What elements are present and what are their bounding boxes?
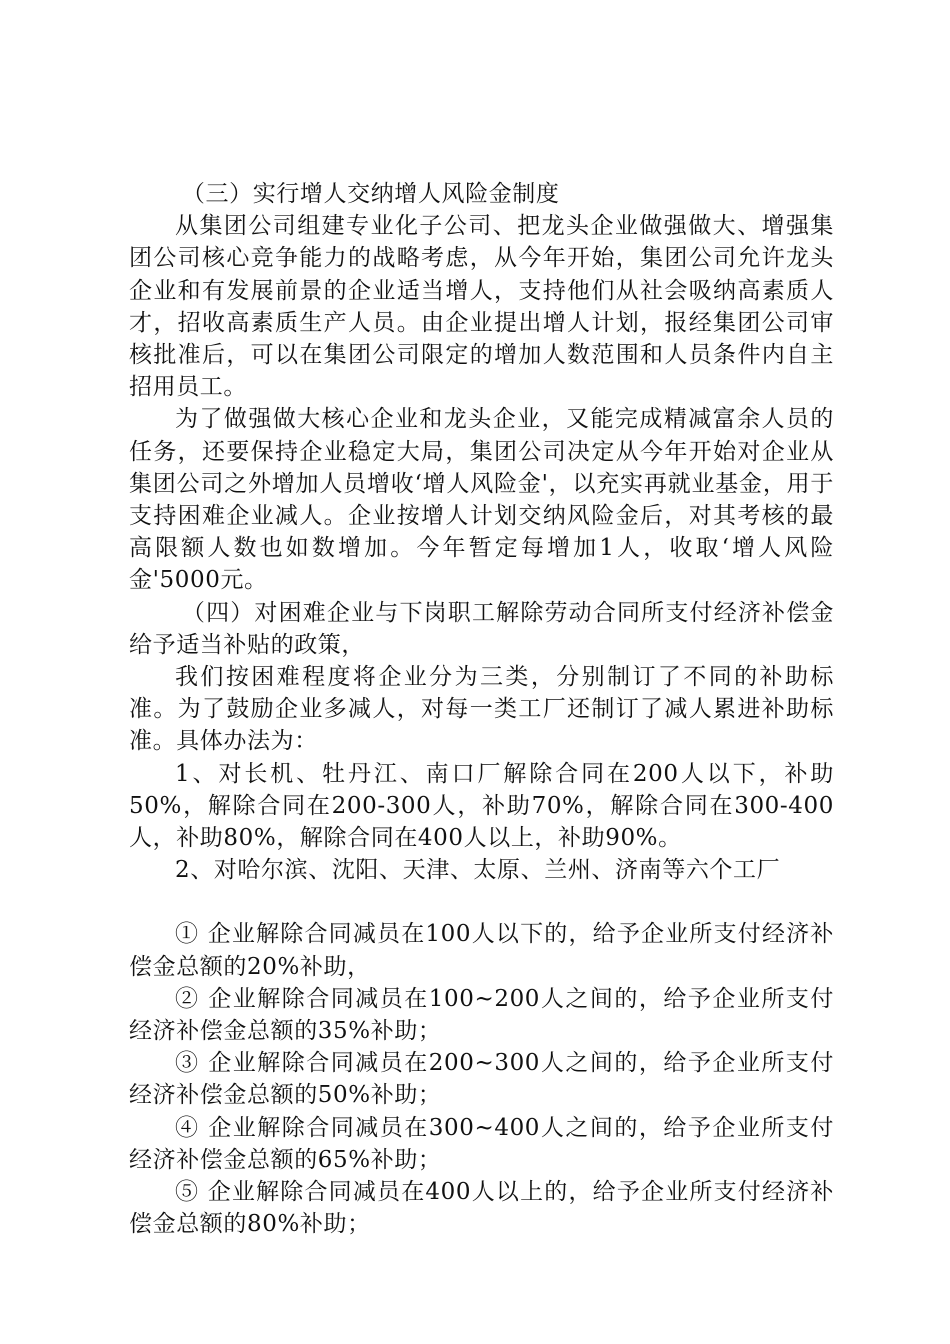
sub-item-5: ⑤ 企业解除合同减员在400人以上的，给予企业所支付经济补偿金总额的80%补助； <box>129 1179 834 1238</box>
paragraph: 从集团公司组建专业化子公司、把龙头企业做强做大、增强集团公司核心竞争能力的战略考虑，从今年开始，集团公司允许龙头企业和有发展前景的企业适当增人，支持他们从社会吸纳高素质人才，招收高素质生产人员。由企业提出增人计划，报经集团公司审核批准后，可以在集团公司限定的增加人数范围和人员条件内自主招用员工。 <box>129 213 834 401</box>
document-body <box>129 178 834 1241</box>
paragraph: 为了做强做大核心企业和龙头企业，又能完成精减富余人员的任务，还要保持企业稳定大局，集团公司决定从今年开始对企业从集团公司之外增加人员增收‘增人风险金'，以充实再就业基金，用于支持困难企业减人。企业按增人计划交纳风险金后，对其考核的最高限额人数也如数增加。今年暂定每增加1人，收取‘增人风险金'5000元。 <box>129 406 834 594</box>
section-heading-3: （三）实行增人交纳增人风险金制度 <box>181 181 560 207</box>
list-item: 2、对哈尔滨、沈阳、天津、太原、兰州、济南等六个工厂 <box>175 857 781 884</box>
section-heading-4: （四）对困难企业与下岗职工解除劳动合同所支付经济补偿金给予适当补贴的政策， <box>129 599 834 658</box>
paragraph: 我们按困难程度将企业分为三类，分别制订了不同的补助标准。为了鼓励企业多减人，对每一类工厂还制订了减人累进补助标准。具体办法为： <box>129 664 834 755</box>
list-item: 1、对长机、牡丹江、南口厂解除合同在200人以下，补助50%，解除合同在200-300人，补助70%，解除合同在300-400人，补助80%，解除合同在400人以上，补助90%。 <box>129 760 834 852</box>
sub-item-3: ③ 企业解除合同减员在200~300人之间的，给予企业所支付经济补偿金总额的50%补助； <box>129 1050 834 1109</box>
sub-item-4: ④ 企业解除合同减员在300~400人之间的，给予企业所支付经济补偿金总额的65%补助； <box>129 1114 834 1173</box>
sub-item-1: ① 企业解除合同减员在100人以下的，给予企业所支付经济补偿金总额的20%补助， <box>129 921 834 980</box>
sub-item-2: ② 企业解除合同减员在100~200人之间的，给予企业所支付经济补偿金总额的35%补助； <box>129 985 834 1045</box>
